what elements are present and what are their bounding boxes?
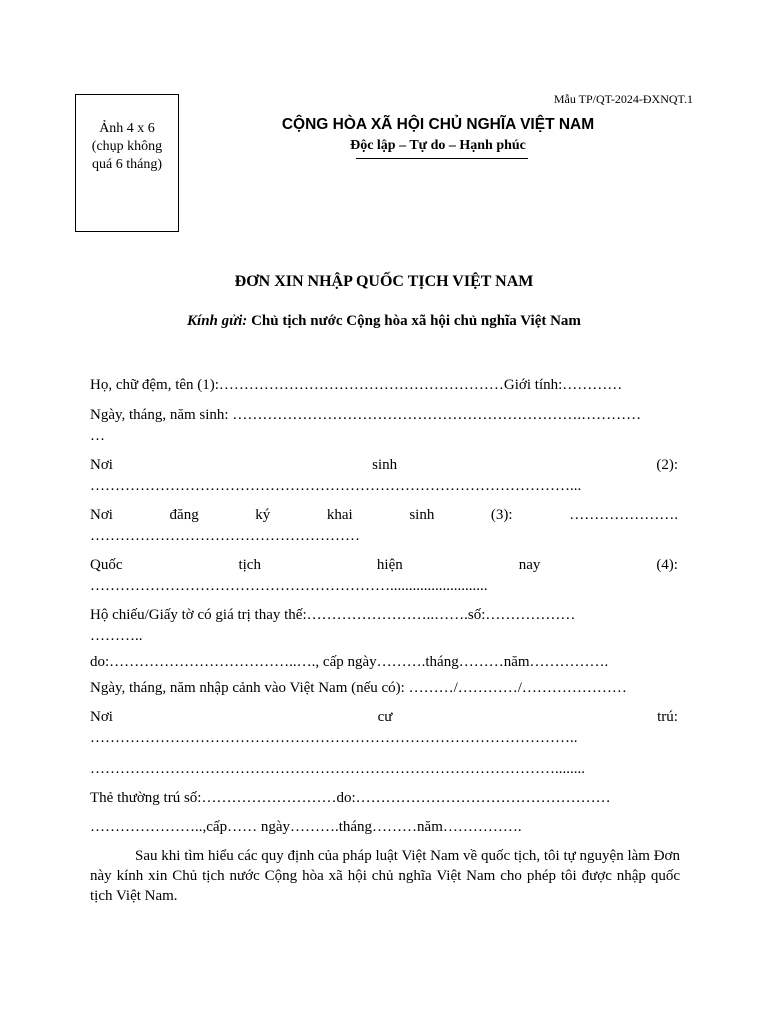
name-gender-field: Họ, chữ đệm, tên (1):…………………………………………………Giới tính:………… [90, 377, 623, 393]
residence-card-issue-field: …………………..,cấp…… ngày……….tháng………năm……………. [90, 819, 522, 835]
passport-issued-field: do:………………………………..…., cấp ngày……….tháng………năm……………. [90, 654, 609, 670]
current-nationality-field [90, 556, 678, 574]
birthplace-word: (2): [656, 457, 678, 473]
photo-note-line1: (chụp không [91, 139, 163, 154]
residence-word: cư [377, 709, 393, 725]
residence-card-field: Thẻ thường trú số:………………………do:…………………………………………… [90, 790, 611, 806]
residence-dots-continuation: …………………………………………………………………………………........ [90, 761, 585, 777]
birth-registration-word: khai [326, 507, 353, 523]
birth-registration-word: (3): [490, 507, 513, 523]
birth-registration-word: đăng [169, 507, 199, 523]
residence-dots: …………………………………………………………………………………….. [90, 730, 578, 746]
photo-size-label: Ảnh 4 x 6 [99, 121, 155, 136]
recipient-label: Kính gửi: [187, 313, 248, 329]
birth-registration-word: …………………. [569, 507, 678, 523]
national-motto: Độc lập – Tự do – Hạnh phúc [350, 138, 526, 153]
motto-underline [356, 158, 528, 159]
document-title: ĐƠN XIN NHẬP QUỐC TỊCH VIỆT NAM [234, 273, 534, 290]
nationality-word: nay [518, 557, 541, 573]
passport-continuation: ……….. [90, 628, 143, 644]
nationality-word: tịch [238, 557, 261, 573]
birthplace-dots: ……………………………………………………………………………………... [90, 478, 582, 494]
birth-registration-word: sinh [409, 507, 435, 523]
birthplace-word: sinh [372, 457, 398, 473]
birth-registration-word: Nơi [90, 507, 113, 523]
entry-date-field: Ngày, tháng, năm nhập cảnh vào Việt Nam (nếu có): ………/…………/………………… [90, 680, 627, 696]
date-of-birth-continuation: … [90, 428, 105, 444]
nationality-word: (4): [656, 557, 678, 573]
birth-registration-dots: ……………………………………………… [90, 528, 360, 544]
recipient-text: Chủ tịch nước Cộng hòa xã hội chủ nghĩa Việt Nam [247, 313, 581, 329]
photo-placeholder [75, 94, 179, 232]
recipient-line [60, 313, 708, 330]
nationality-word: hiện [376, 557, 403, 573]
country-heading: CỘNG HÒA XÃ HỘI CHỦ NGHĨA VIỆT NAM [281, 116, 595, 133]
birthplace-word: Nơi [90, 457, 113, 473]
residence-field [90, 708, 678, 726]
form-code: Mẫu TP/QT-2024-ĐXNQT.1 [553, 92, 693, 106]
current-nationality-dots: …………………………………………………….......................... [90, 578, 488, 594]
residence-word: Nơi [90, 709, 113, 725]
passport-field: Hộ chiếu/Giấy tờ có giá trị thay thế:……………………..…….số:……………… [90, 607, 576, 623]
nationality-word: Quốc [90, 557, 123, 573]
photo-note-line2: quá 6 tháng) [92, 157, 162, 172]
date-of-birth-field: Ngày, tháng, năm sinh: …………………………………………………………….………… [90, 407, 642, 423]
residence-word: trú: [657, 709, 678, 725]
birth-registration-field [90, 506, 678, 524]
birthplace-field [90, 456, 678, 474]
birth-registration-word: ký [255, 507, 271, 523]
request-paragraph: Sau khi tìm hiểu các quy định của pháp luật Việt Nam về quốc tịch, tôi tự nguyện làm Đơn này kính xin Chủ tịch nước Cộng hòa xã hội chủ nghĩa Việt Nam cho phép tôi được nhập quốc tịch Việt Nam. [90, 848, 680, 904]
